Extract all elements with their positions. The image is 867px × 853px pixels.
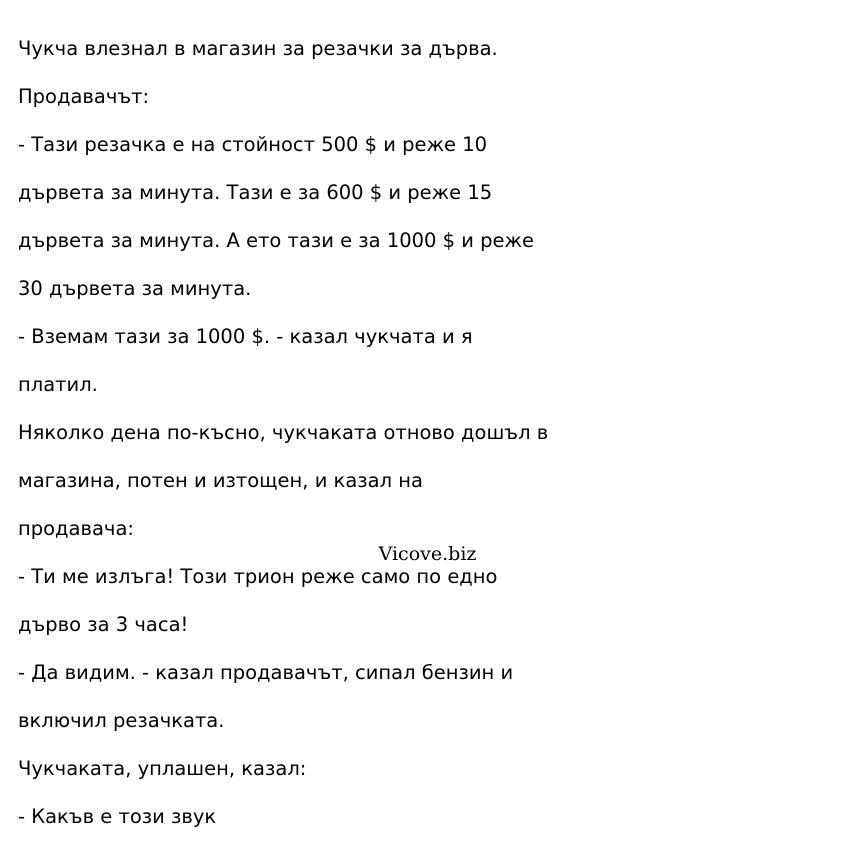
- joke-line: - Вземам тази за 1000 $. - казал чукчата и я: [18, 325, 473, 348]
- joke-line: - Какъв е този звук: [18, 805, 217, 828]
- joke-text: [18, 13, 598, 853]
- joke-line: Продавачът:: [18, 85, 150, 108]
- joke-line: Чукчаката, уплашен, казал:: [18, 757, 307, 780]
- joke-line: - Тази резачка е на стойност 500 $ и реже 10: [18, 133, 488, 156]
- joke-line: дърво за 3 часа!: [18, 613, 189, 636]
- joke-line: платил.: [18, 373, 98, 396]
- joke-line: 30 дървета за минута.: [18, 277, 252, 300]
- watermark: Vicove.biz: [378, 543, 477, 565]
- joke-line: продавача:: [18, 517, 134, 540]
- joke-line: Няколко дена по-късно, чукчаката отново дошъл в: [18, 421, 549, 444]
- joke-line: Чукча влезнал в магазин за резачки за дърва.: [18, 37, 498, 60]
- joke-line: - Да видим. - казал продавачът, сипал бензин и: [18, 661, 514, 684]
- joke-line: включил резачката.: [18, 709, 225, 732]
- joke-line: магазина, потен и изтощен, и казал на: [18, 469, 423, 492]
- joke-line: дървета за минута. А ето тази е за 1000 $ и реже: [18, 229, 535, 252]
- joke-line: дървета за минута. Тази е за 600 $ и реже 15: [18, 181, 493, 204]
- joke-line: - Ти ме излъга! Този трион реже само по едно: [18, 565, 498, 588]
